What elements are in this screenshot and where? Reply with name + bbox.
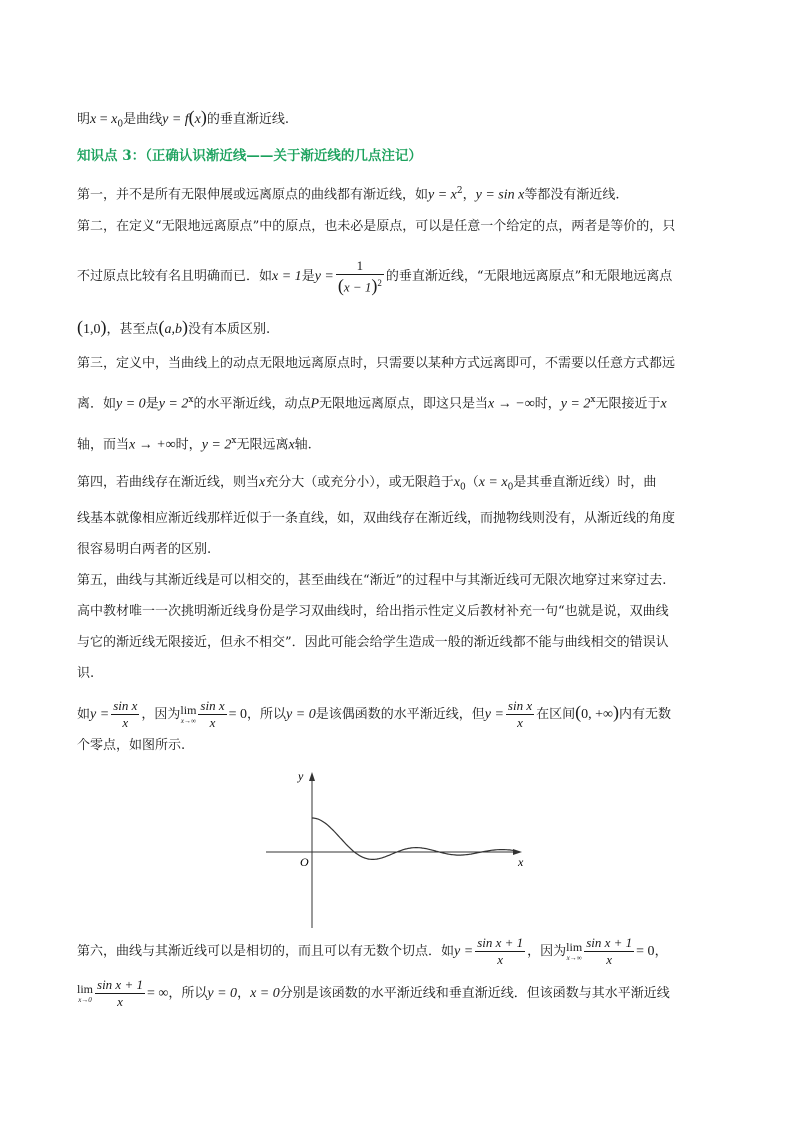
x-axis-label: x bbox=[518, 855, 524, 869]
text: 是 bbox=[301, 269, 315, 285]
math-sup: 2 bbox=[456, 186, 463, 196]
paragraph-3-line-3: 轴，而当x → +∞时，$y = 2^x$无限远离x轴. bbox=[77, 436, 312, 453]
text: ， bbox=[462, 187, 476, 203]
fraction: $\frac{\text{sin x}}{x}$ bbox=[113, 698, 138, 730]
text: 不过原点比较有名且明确而已．如 bbox=[77, 269, 273, 285]
math-expr: y = bbox=[314, 269, 334, 285]
sinc-graph bbox=[262, 768, 532, 930]
text: 第一，并不是所有无限伸展或远离原点的曲线都有渐近线，如 bbox=[77, 187, 429, 203]
math-var: y bbox=[162, 112, 169, 127]
paragraph-5-line-3: 与它的渐近线无限接近，但永不相交”．因此可能会给学生造成一般的渐近线都不能与曲线相交的错误认 bbox=[77, 635, 669, 650]
math-var: x bbox=[111, 112, 118, 127]
paragraph-5-line-2: 高中教材唯一一次挑明渐近线身份是学习双曲线时，给出指示性定义后教材补充一句“也就是说，双曲线 bbox=[77, 604, 669, 619]
text: 明 bbox=[77, 112, 91, 127]
paragraph-4-line-2: 线基本就像相应渐近线那样近似于一条直线，如，双曲线存在渐近线，而抛物线则没有，从渐近线的角度 bbox=[77, 511, 676, 526]
paragraph-2-line-1: 第二，在定义“无限地远离原点”中的原点，也未必是原点，可以是任意一个给定的点，两者是等价的，只 bbox=[77, 219, 676, 234]
paragraph-4-line-1: 第四，若曲线存在渐近线，则当x充分大（或充分小），或无限趋于$x_0(x = x_0$是其垂直渐近线）时，曲 bbox=[77, 475, 657, 493]
math-expr: y = x bbox=[428, 187, 457, 203]
fraction bbox=[336, 258, 384, 295]
y-axis-arrow bbox=[309, 772, 315, 781]
math-var: x bbox=[194, 112, 201, 127]
text: 的垂直渐近线，“无限地远离原点”和无限地远离点 bbox=[385, 269, 673, 285]
paragraph-1 bbox=[77, 182, 717, 204]
paragraph-7-line-1: 第六，曲线与其渐近线可以是相切的，而且可以有无数个切点．如y = $\frac{\text{sin x + 1}}{x}$ ，因为 lim x→∞ $\frac{\text{sin x + 1}}{x}$ = 0， bbox=[77, 935, 668, 967]
math-point: a,b bbox=[164, 322, 183, 337]
math-point: 1,0 bbox=[83, 322, 101, 337]
text: ，甚至点 bbox=[106, 322, 159, 337]
limit: lim x→∞ bbox=[180, 703, 197, 725]
math-op: = bbox=[96, 112, 112, 127]
paragraph-6-line-1: 如y = $\frac{\text{sin x}}{x}$ ，因为 lim x→∞ $\frac{\text{sin x}}{x}$ = 0，所以y = 0是该偶函数的水平渐近线，但y = $\frac{\text{sin x}}{x}$ 在区间(0, +∞)内有无数 bbox=[77, 698, 672, 730]
y-axis-label: y bbox=[298, 769, 304, 783]
paragraph-4-line-3: 很容易明白两者的区别. bbox=[77, 542, 212, 557]
paragraph-3-line-2: 离．如y = 0是$y = 2^x$的水平渐近线，动点P无限地远离原点，即这只是当x → −∞时，$y = 2^x$无限接近于x bbox=[77, 395, 667, 412]
paragraph-5-line-4: 识. bbox=[77, 666, 95, 681]
paragraph-2-line-3: (1,0)，甚至点(a,b)没有本质区别. bbox=[77, 317, 271, 337]
fraction-denominator: $(x - 1)^2$ bbox=[337, 275, 382, 296]
paragraph-5-line-1: 第五，曲线与其渐近线是可以相交的，甚至曲线在“渐近”的过程中与其渐近线可无限次地穿过来穿过去. bbox=[77, 573, 667, 588]
sinc-curve bbox=[312, 818, 515, 859]
section-heading: 知识点 3：（正确认识渐近线——关于渐近线的几点注记） bbox=[77, 148, 422, 164]
paragraph-2-line-2 bbox=[77, 258, 717, 294]
math-var: x bbox=[90, 112, 97, 127]
paragraph-6-line-2: 个零点，如图所示. bbox=[77, 738, 186, 753]
math-fn: = f bbox=[168, 112, 189, 127]
intro-line: 明$x = x_0$是曲线y = f(x)的垂直渐近线. bbox=[77, 107, 290, 130]
origin-label: O bbox=[300, 855, 309, 869]
text: 等都没有渐近线. bbox=[524, 187, 620, 203]
text: 没有本质区别. bbox=[188, 322, 271, 337]
fraction-numerator: 1 bbox=[336, 258, 384, 275]
text: 的垂直渐近线. bbox=[206, 112, 290, 127]
math-expr: x = 1 bbox=[272, 269, 302, 285]
math-sub: 0 bbox=[117, 119, 124, 130]
text: 是曲线 bbox=[123, 112, 163, 127]
math-expr: y = sin x bbox=[475, 187, 525, 203]
paragraph-3-line-1: 第三，定义中，当曲线上的动点无限地远离原点时，只需要以某种方式远离即可，不需要以任意方式都远 bbox=[77, 356, 676, 371]
paragraph-7-line-2: lim x→0 $\frac{\text{sin x + 1}}{x}$ = ∞，所以y = 0，x = 0分别是该函数的水平渐近线和垂直渐近线．但该函数与其水平渐近线 bbox=[77, 977, 670, 1009]
